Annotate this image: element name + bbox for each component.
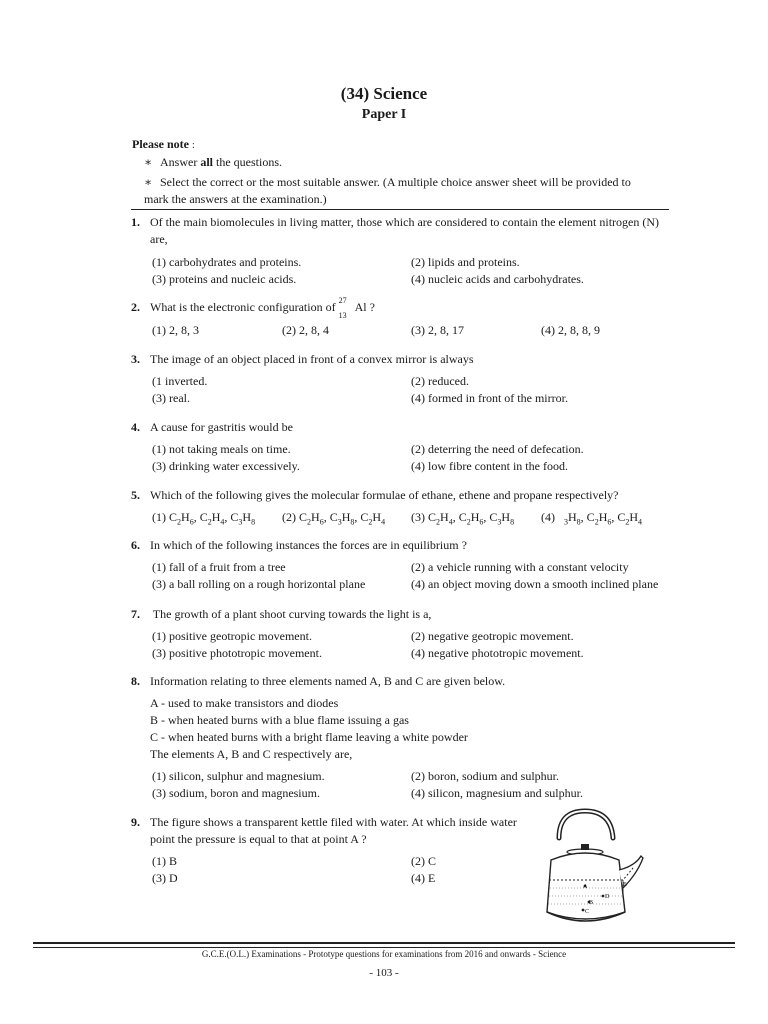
note-item-1: ∗ Answer all the questions. xyxy=(144,155,282,169)
question-5: 5. Which of the following gives the molecular formulae of ethane, ethene and propane respectively? xyxy=(131,488,619,502)
question-8: 8. Information relating to three elements named A, B and C are given below. xyxy=(131,674,506,688)
q6-option-1[interactable]: (1) fall of a fruit from a tree xyxy=(152,560,286,574)
page-number: - 103 - xyxy=(369,967,399,979)
q5-option-4[interactable]: (4) $_3H_8$, $C_2H_6$, $C_2H_4$ xyxy=(541,510,643,527)
q4-option-3[interactable]: (3) drinking water excessively. xyxy=(152,459,300,473)
q1-option-4[interactable]: (4) nucleic acids and carbohydrates. xyxy=(411,272,584,286)
q3-option-4[interactable]: (4) formed in front of the mirror. xyxy=(411,391,568,405)
q7-option-2[interactable]: (2) negative geotropic movement. xyxy=(411,629,574,643)
q7-option-4[interactable]: (4) negative phototropic movement. xyxy=(411,646,584,660)
q4-option-2[interactable]: (2) deterring the need of defecation. xyxy=(411,442,584,456)
q8-info-b: B - when heated burns with a blue flame issuing a gas xyxy=(150,713,409,727)
q6-option-2[interactable]: (2) a vehicle running with a constant velocity xyxy=(411,560,629,574)
question-1: 1. Of the main biomolecules in living matter, those which are considered to contain the element nitrogen (N) are, xyxy=(131,215,660,246)
q9-option-2[interactable]: (2) C xyxy=(411,854,436,868)
q4-option-4[interactable]: (4) low fibre content in the food. xyxy=(411,459,568,473)
note-heading: Please note : xyxy=(132,137,195,151)
q8-info-a: A - used to make transistors and diodes xyxy=(150,696,339,710)
q2-option-2[interactable]: (2) 2, 8, 4 xyxy=(282,323,329,337)
q9-option-1[interactable]: (1) B xyxy=(152,854,177,868)
footer-rule-thin xyxy=(33,947,735,948)
divider xyxy=(131,209,669,210)
point-a-label: A xyxy=(583,884,588,890)
paper-subtitle: Paper I xyxy=(361,107,407,122)
footer-rule-thick xyxy=(33,942,735,944)
q8-lead: The elements A, B and C respectively are, xyxy=(150,747,353,761)
nuclide-notation: 27 13 xyxy=(338,296,347,320)
q2-option-3[interactable]: (3) 2, 8, 17 xyxy=(411,323,464,337)
point-e-label: E xyxy=(623,882,627,888)
q9-option-4[interactable]: (4) E xyxy=(411,871,436,885)
q7-option-1[interactable]: (1) positive geotropic movement. xyxy=(152,629,312,643)
question-4: 4. A cause for gastritis would be xyxy=(131,420,293,434)
q2-option-1[interactable]: (1) 2, 8, 3 xyxy=(152,323,199,337)
question-2: 2. What is the electronic configuration of 27 13 Al ? xyxy=(131,296,375,320)
point-b-label: B xyxy=(589,900,594,906)
q8-info-c: C - when heated burns with a bright flame leaving a white powder xyxy=(150,730,468,744)
page-title: (34) Science xyxy=(340,84,428,103)
q1-option-3[interactable]: (3) proteins and nucleic acids. xyxy=(152,272,297,286)
question-7: 7. The growth of a plant shoot curving towards the light is a, xyxy=(131,607,432,621)
note-item-2: ∗ Select the correct or the most suitable answer. (A multiple choice answer sheet will be provided to mark the answers at the examination.) xyxy=(144,175,631,206)
q2-option-4[interactable]: (4) 2, 8, 8, 9 xyxy=(541,323,600,337)
q7-option-3[interactable]: (3) positive phototropic movement. xyxy=(152,646,322,660)
footer-text: G.C.E.(O.L.) Examinations - Prototype questions for examinations from 2016 and onwards - Science xyxy=(201,949,567,959)
point-c-label: C xyxy=(585,909,590,915)
q9-option-3[interactable]: (3) D xyxy=(152,871,178,885)
bullet-star-icon: ∗ xyxy=(144,175,153,189)
q6-option-3[interactable]: (3) a ball rolling on a rough horizontal plane xyxy=(152,577,366,591)
q8-option-3[interactable]: (3) sodium, boron and magnesium. xyxy=(152,786,320,800)
q5-option-3[interactable]: (3) $C_2H_4$, $C_2H_6$, $C_3H_8$ xyxy=(411,510,515,527)
q1-option-1[interactable]: (1) carbohydrates and proteins. xyxy=(152,255,302,269)
point-d-label: D xyxy=(605,894,610,900)
q5-option-1[interactable]: (1) $C_2H_6$, $C_2H_4$, $C_3H_8$ xyxy=(152,510,256,527)
bullet-star-icon: ∗ xyxy=(144,155,153,169)
q4-option-1[interactable]: (1) not taking meals on time. xyxy=(152,442,291,456)
question-9: 9. The figure shows a transparent kettle filed with water. At which inside water point the pressure is equal to that at point A ? xyxy=(131,815,517,846)
q3-option-1[interactable]: (1 inverted. xyxy=(152,374,208,388)
question-3: 3. The image of an object placed in front of a convex mirror is always xyxy=(131,352,474,366)
kettle-figure xyxy=(537,808,645,930)
q8-option-4[interactable]: (4) silicon, magnesium and sulphur. xyxy=(411,786,583,800)
q8-option-2[interactable]: (2) boron, sodium and sulphur. xyxy=(411,769,559,783)
q6-option-4[interactable]: (4) an object moving down a smooth inclined plane xyxy=(411,577,659,591)
q1-option-2[interactable]: (2) lipids and proteins. xyxy=(411,255,520,269)
q5-option-2[interactable]: (2) $C_2H_6$, $C_3H_8$, $C_2H_4$ xyxy=(282,510,386,527)
q3-option-3[interactable]: (3) real. xyxy=(152,391,190,405)
q3-option-2[interactable]: (2) reduced. xyxy=(411,374,469,388)
q8-option-1[interactable]: (1) silicon, sulphur and magnesium. xyxy=(152,769,325,783)
question-6: 6. In which of the following instances the forces are in equilibrium ? xyxy=(131,538,467,552)
